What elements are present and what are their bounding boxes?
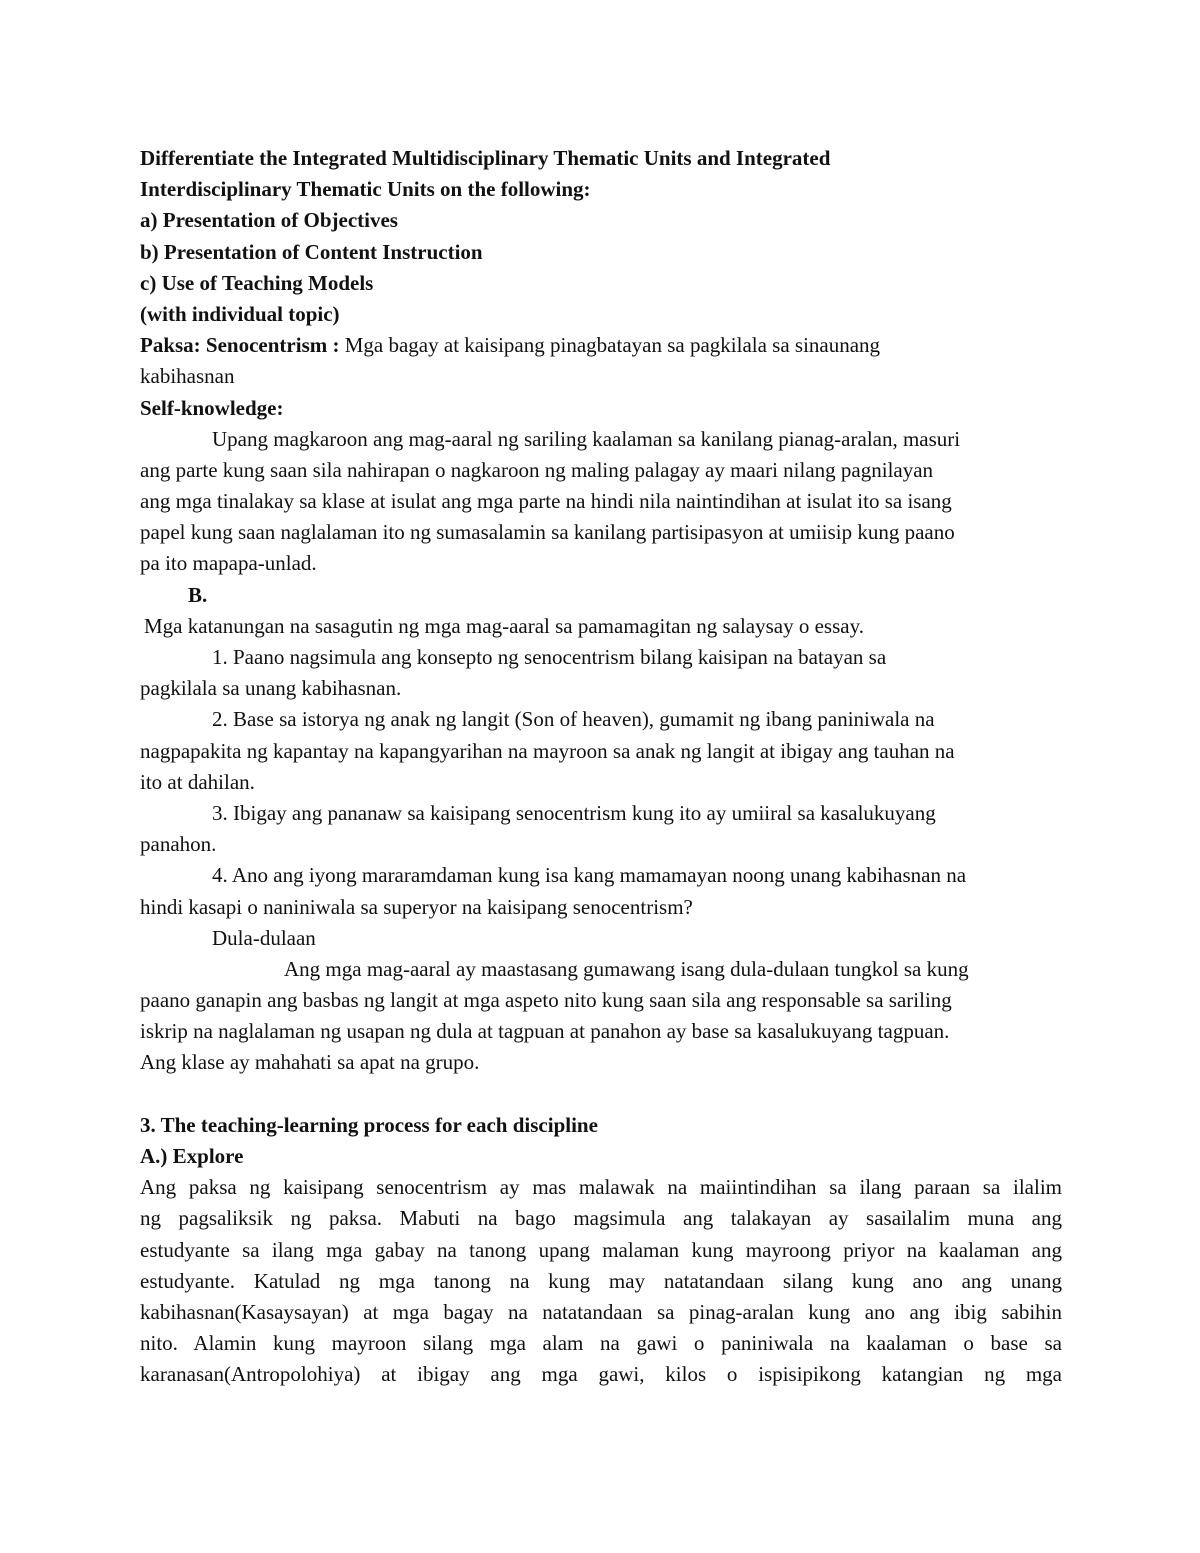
dula-line: paano ganapin ang basbas ng langit at mga aspeto nito kung saan sila ang responsable sa sariling (140, 988, 952, 1013)
question-1-cont: pagkilala sa unang kabihasnan. (140, 676, 402, 701)
paksa-text: Mga bagay at kaisipang pinagbatayan sa pagkilala sa sinaunang (339, 333, 881, 358)
explore-paragraph-line: estudyante. Katulad ng mga tanong na kung may natatandaan silang kung ano ang unang (140, 1268, 1062, 1293)
explore-label: A.) Explore (140, 1144, 244, 1168)
section-3-title: 3. The teaching-learning process for each discipline (140, 1112, 598, 1137)
heading-line-2: Interdisciplinary Thematic Units on the following: (140, 177, 591, 202)
question-4-cont: hindi kasapi o naniniwala sa superyor na kaisipang senocentrism? (140, 894, 693, 919)
explore-paragraph-line: Ang paksa ng kaisipang senocentrism ay mas malawak na maiintindihan sa ilang paraan sa ilalim (140, 1175, 1062, 1200)
question-2-cont: ito at dahilan. (140, 769, 255, 794)
question-2-cont: nagpapakita ng kapantay na kapangyarihan na mayroon sa anak ng langit at ibigay ang tauhan na (140, 738, 955, 763)
question-3: 3. Ibigay ang pananaw sa kaisipang senocentrism kung ito ay umiiral sa kasalukuyang (212, 800, 936, 825)
item-b: b) Presentation of Content Instruction (140, 239, 483, 264)
dula-line: iskrip na naglalaman ng usapan ng dula at tagpuan at panahon ay base sa kasalukuyang tagpuan. (140, 1019, 950, 1044)
self-knowledge-line: papel kung saan naglalaman ito ng sumasalamin sa kanilang partisipasyon at umiisip kung paano (140, 520, 955, 545)
self-knowledge-line: Upang magkaroon ang mag-aaral ng sariling kaalaman sa kanilang pianag-aralan, masuri (212, 426, 961, 451)
section-b-label: B. (188, 582, 208, 607)
dula-label: Dula-dulaan (212, 925, 316, 950)
paksa-label: Paksa: Senocentrism : (140, 333, 340, 358)
question-2: 2. Base sa istorya ng anak ng langit (Son of heaven), gumamit ng ibang paniniwala na (212, 707, 935, 732)
item-a: a) Presentation of Objectives (140, 208, 398, 233)
explore-paragraph-line: karanasan(Antropolohiya) at ibigay ang mga gawi, kilos o ispisipikong katangian ng mga (140, 1362, 1062, 1387)
explore-paragraph-line: estudyante sa ilang mga gabay na tanong upang malaman kung mayroong priyor na kaalaman ang (140, 1237, 1062, 1262)
self-knowledge-line: ang parte kung saan sila nahirapan o nagkaroon ng maling palagay ay maari nilang pagnilayan (140, 457, 934, 482)
paksa-line (140, 330, 1062, 361)
section-b-intro: Mga katanungan na sasagutin ng mga mag-aaral sa pamamagitan ng salaysay o essay. (144, 613, 864, 638)
dula-line: Ang klase ay mahahati sa apat na grupo. (140, 1050, 480, 1075)
item-c: c) Use of Teaching Models (140, 270, 374, 295)
question-4: 4. Ano ang iyong mararamdaman kung isa kang mamamayan noong unang kabihasnan na (212, 863, 967, 888)
self-knowledge-line: pa ito mapapa-unlad. (140, 551, 317, 576)
blank-line (140, 1079, 1062, 1110)
individual-topic-note: (with individual topic) (140, 301, 340, 326)
question-1: 1. Paano nagsimula ang konsepto ng senocentrism bilang kaisipan na batayan sa (212, 645, 887, 669)
heading-line-1: Differentiate the Integrated Multidisciplinary Thematic Units and Integrated (140, 146, 831, 170)
paksa-continuation: kabihasnan (140, 364, 235, 389)
dula-line: Ang mga mag-aaral ay maastasang gumawang isang dula-dulaan tungkol sa kung (284, 956, 969, 981)
self-knowledge-label: Self-knowledge: (140, 395, 284, 420)
explore-paragraph-line: kabihasnan(Kasaysayan) at mga bagay na natatandaan sa pinag-aralan kung ano ang ibig sabihin (140, 1299, 1062, 1324)
explore-paragraph-line: nito. Alamin kung mayroon silang mga alam na gawi o paniniwala na kaalaman o base sa (140, 1331, 1062, 1356)
explore-paragraph-line: ng pagsaliksik ng paksa. Mabuti na bago magsimula ang talakayan ay sasailalim muna ang (140, 1206, 1062, 1231)
question-3-cont: panahon. (140, 832, 217, 857)
self-knowledge-line: ang mga tinalakay sa klase at isulat ang mga parte na hindi nila naintindihan at isulat ito sa isang (140, 489, 952, 514)
document-page (140, 143, 1062, 1391)
